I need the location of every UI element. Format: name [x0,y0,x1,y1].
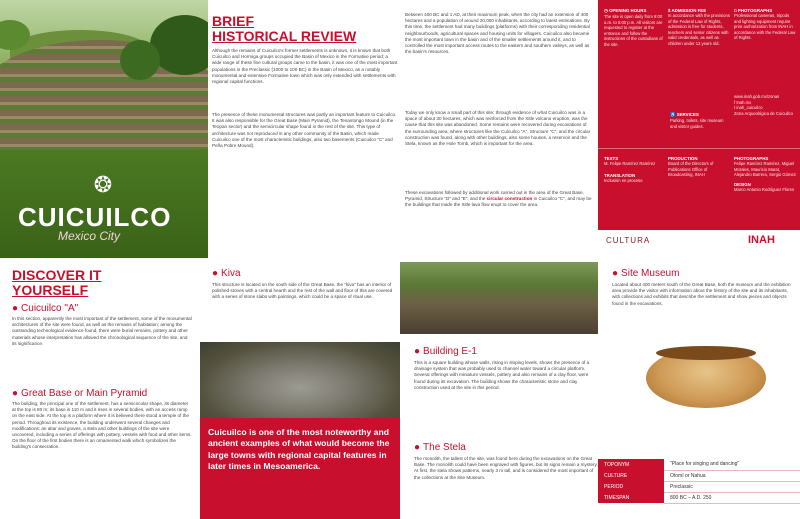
services-text: Parking, toilets, site museum and visitor guides. [670,118,724,129]
great-base-heading: ● Great Base or Main Pyramid [12,388,148,399]
kiva-heading: ● Kiva [212,268,241,279]
cover-title: CUICUILCO [18,202,172,232]
kiva-photo [200,342,400,418]
photographs-label: PHOTOGRAPHS [734,156,769,161]
building-e1-heading: ● Building E-1 [414,346,477,357]
discover-title: DISCOVER IT YOURSELF [12,267,102,298]
history-paragraph-4: Today we only know a small part of this site; through evidence of what Cuicuilco was in a space of about 30 hectares, which was reinforced from the Xitle volcano eruption, was the cause that this site was abandoned. Some remains were recovered during excavations of the surrounding area, where structures like the Cuicuilco "A", Structure "C", and the circular construction was found, along with other buildings, also some houses, a reservoir and the Stela, known as the Hole Tomb, which is important for the area. [405,110,591,147]
info-panel [598,0,800,258]
location-pin-icon: ● [612,268,619,279]
great-base-text: The building, the principal one of the settlement, has a semicircular shape, its diameter at the top is 80 m; its base is 110 m and it rises in several bodies, with an access ramp on the east side. At the top is a platform where it is believed there stood a temple of the period. Throughout its existence, the building underwent several changes and modifications: an altar and graves, a stela and other buildings of the site were uncovered, including a series of offerings with pottery, vessels with food and other items. On the floor of the first bodies there is an ornamented walk which symbolizes the building's consecration. [12,401,192,450]
location-pin-icon: ● [414,442,421,453]
production-label: PRODUCTION [668,156,698,161]
cuicuilco-logo-icon: ❂ [93,172,113,197]
ticket-icon: $ ADMISSION FEE [668,8,707,13]
cover-subtitle: Mexico City [58,229,121,243]
location-pin-icon: ● [414,346,421,357]
location-pin-icon: ● [12,388,19,399]
cuicuilco-a-heading: ● Cuicuilco "A" [12,303,79,314]
history-paragraph-2: The presence of these monumental structures was partly an important feature to Cuicuilco. It was also responsible for the Great Base (Main Pyramid), the Tenantongo Mound (in the Teopan sector) and the semicircular shape found in the rest of the site. This type of architecture was not reproduced in any other community of the Basin, which made Cuicuilco one of the most characteristic buildings, also two basements (Cuicuilco "C" and Peña Pobre Mound). [212,112,397,149]
history-paragraph-1: Although the remains of Cuicuilco's former settlements is unknown, it is known that both Cuicuilco and Hormiga groups occupied the Basin of Mexico in the Formative period; a wide range of these fine cultural groups came to the basin, it was one of the most important populations in the Preclassic (1000 to 100 BC) in the Basin of Mexico, as a notably monumental and extensive Formative town which was only extended with settlements with regional capital functions. [212,48,398,85]
stela-heading: ● The Stela [414,442,466,453]
history-paragraph-5: These excavations followed by additional work carried out in the area of the Great Base, Pyramid, Structure "D" and "E", and the circular construction in Cuicuilco "C", and may be the buildings that made the Xitle lava flow erupt to cover the area. [405,190,592,208]
toponym-table: TOPONYM "Place for singing and dancing" CULTURE Otomí or Nahua PERIOD Preclassic TIMESPAN 800 BC – A.D. 250 [598,459,800,504]
stela-text: The monolith, the tallest of the site, was found here during the excavations on the Great Base. The monolith could have been engraved with figures, but its signs remain a mystery. At first, the stela shows patterns, nearly 3 m tall, and is considered the most important of the collections at the Site Museum. [414,456,598,480]
translation-label: TRANSLATION [604,172,636,178]
camera-icon: ◘ PHOTOGRAPHS [734,8,773,13]
museum-text: Located about 400 meters south of the Great Base, both the museum and the exhibition area provide the visitor with information about the history of the site and its inhabitants, with collections and exhibits that describe the settlement and show pieces and objects found in the excavations. [612,282,791,306]
history-paragraph-3: Between 400 BC and 1 AD, at their maximum peak, when the city had an extension of 400 hectares and a population of around 20,000 inhabitants, according to latest estimations. By this time, the settlement had many buildings (platforms) with their corresponding residential neighbourhoods, agricultural spaces and housing units for villagers. Cuicuilco also became the most important town in the basin and of the smaller settlements around it, and to controlled the most important access routes to the eastern and southern valleys, as well as the basin's resources. [405,12,590,55]
museum-heading: ● Site Museum [612,268,680,279]
location-pin-icon: ● [12,303,19,314]
hours-text: The site is open daily from 9:00 a.m. to 5:00 p.m. All visitors are requested to register at the entrance and follow the instructions of the custodians of the site. [604,14,663,47]
cultura-logo: CULTURA [606,236,651,245]
texts-value: M. Felipe Ramírez Ramírez [604,161,656,166]
production-value: Board of the Directors of Publications Office of Broadcasting, INAH [668,161,714,178]
clock-icon: ◷ OPENING HOURS [604,8,647,13]
highlight-caption: Cuicuilco is one of the most noteworthy and ancient examples of what would become the large towns with regional capital features in later times in Mesoamerica. [200,418,400,519]
translation-value: Inclusión en proceso [604,177,643,183]
design-label: DESIGN [734,181,751,187]
cuicuilco-a-text: In this section, apparently the most important of the settlement, some of the monumental architectures of the site were found, as well as the remains of habitation; among the outstanding technological evidence found, there were burial remains, pottery and other materials whose interpretation has allowed the chronological sequence of the site, and its significance. [12,316,192,346]
kiva-text: This structure is located on the south side of the Great Base, the "kiva" has an interior of polished stones with a central hearth and the rest of the wall and floor of this are covered with a series of stone slabs with paintings, which could be a space of ritual use. [212,282,393,300]
design-value: Marco Antonio Rodríguez Flores [734,186,795,192]
location-pin-icon: ● [212,268,219,279]
building-e1-text: This is a square building whose walls, rising in sloping levels, shows the presence of a drainage system that was probably used to channel water toward a circular platform. Several offerings with miniature vessels, pottery and also remains of a clay floor, were found during its excavation. The building shows the characteristic stone and clay construction used at the site in this period. [414,360,590,390]
web-links[interactable]: www.inah.gob.mx/zonas f Inah.mx t inah_cuicuilco Zona Arqueológica de Cuicuilco [734,94,793,116]
photographs-value: Felipe Ramírez Ramírez, Miguel Morales, Mauricio Marat, Alejandro Barrera, Sergio Gómez [734,161,796,178]
pottery-vessel-image [636,338,776,424]
texts-label: TEXTS [604,156,619,161]
building-photo [400,262,598,334]
inah-logo: INAH [748,234,775,246]
photo-text: Professional cameras, tripods and lighting equipment require prior authorization from INAH in accordance with the Federal Law of Rights. [734,13,796,41]
admission-text: In accordance with the provisions of the Federal Law of Rights, admission is free for students, teachers and senior citizens with valid credentials, as well as children under 13 years old. [668,13,730,46]
history-title: BRIEF HISTORICAL REVIEW [212,13,357,44]
services-icon: ♿ SERVICES [670,112,699,117]
